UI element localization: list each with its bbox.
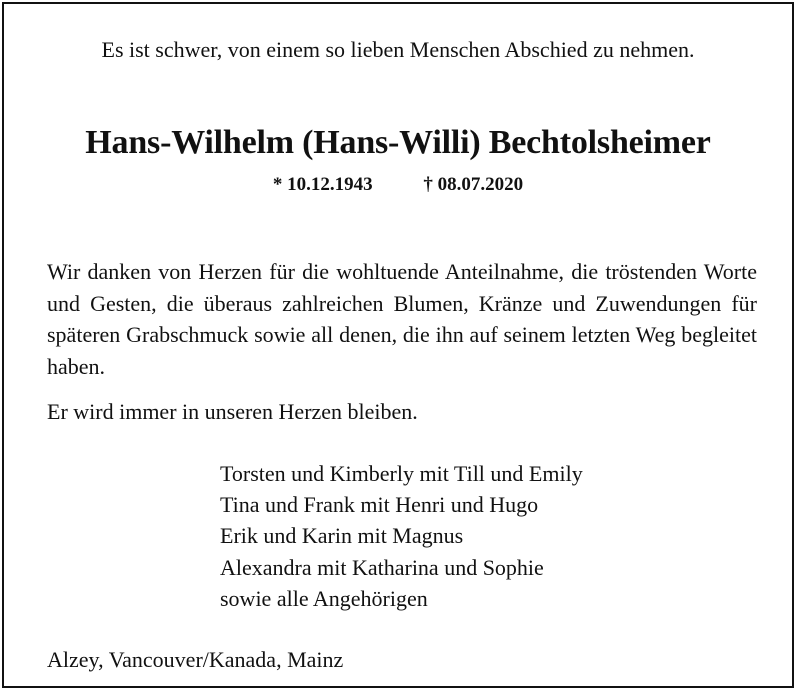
family-member: sowie alle Angehörigen bbox=[220, 585, 428, 611]
thanks-paragraph: Wir danken von Herzen für die wohltuende Anteilnahme, die tröstenden Worte und Gesten, die überaus zahlreichen Blumen, Kränze und Zuwendungen für späteren Grabschmuck sowie all denen, die ihn auf seinem letzten Weg begleitet haben. bbox=[47, 259, 757, 379]
location-line: Alzey, Vancouver/Kanada, Mainz bbox=[47, 647, 344, 672]
intro-line: Es ist schwer, von einem so lieben Menschen Abschied zu nehmen. bbox=[101, 37, 695, 62]
family-list bbox=[220, 458, 583, 614]
family-member: Erik und Karin mit Magnus bbox=[220, 523, 464, 549]
birth-date: * 10.12.1943 bbox=[272, 174, 373, 195]
deceased-name: Hans-Wilhelm (Hans-Willi) Bechtolsheimer bbox=[85, 124, 711, 161]
life-dates bbox=[4, 172, 792, 198]
family-member: Torsten und Kimberly mit Till und Emily bbox=[220, 461, 583, 486]
family-member: Alexandra mit Katharina und Sophie bbox=[220, 554, 544, 580]
obituary-frame bbox=[2, 2, 794, 688]
family-member: Tina und Frank mit Henri und Hugo bbox=[220, 492, 539, 518]
closing-line: Er wird immer in unseren Herzen bleiben. bbox=[47, 399, 418, 424]
death-date: † 08.07.2020 bbox=[423, 174, 524, 195]
